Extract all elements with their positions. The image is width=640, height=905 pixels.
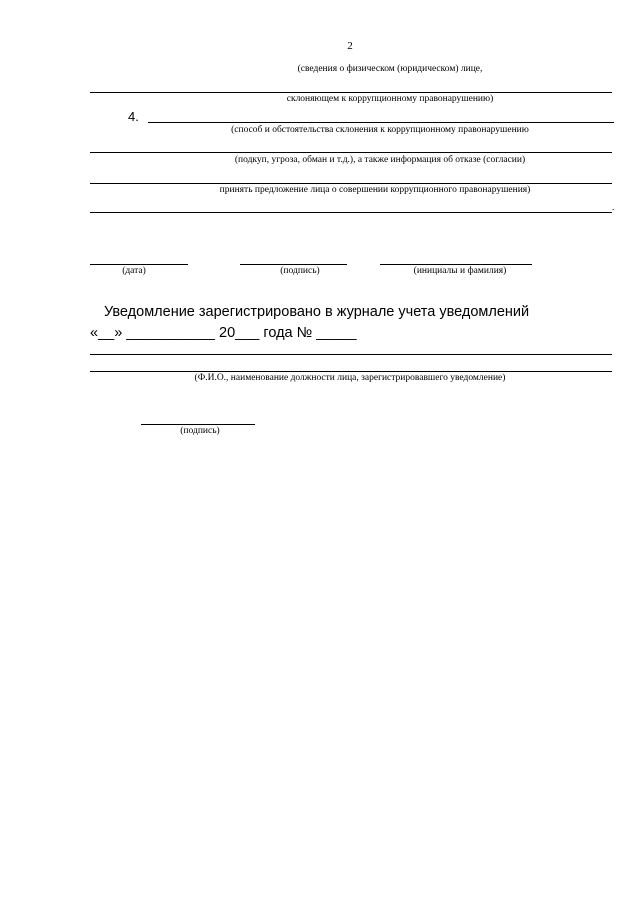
caption-method: (способ и обстоятельства склонения к коррупционному правонарушению xyxy=(231,125,529,135)
item-number: 4. xyxy=(128,109,139,124)
page-number: 2 xyxy=(347,40,353,52)
caption-initials: (инициалы и фамилия) xyxy=(413,266,507,276)
caption-signature: (подпись) xyxy=(280,266,320,276)
caption-inclined: склоняющем к коррупционному правонарушению) xyxy=(286,94,494,104)
caption-final-signature: (подпись) xyxy=(180,426,220,436)
signature-line xyxy=(240,264,347,265)
fill-line-5 xyxy=(90,212,612,213)
caption-date: (дата) xyxy=(122,266,146,276)
fill-line-1 xyxy=(90,92,612,93)
caption-bribery: (подкуп, угроза, обман и т.д.), а также информация об отказе (согласии) xyxy=(234,155,526,165)
caption-person-info: (сведения о физическом (юридическом) лице, xyxy=(297,64,483,74)
fill-line-2 xyxy=(148,122,614,123)
fill-line-7 xyxy=(90,371,612,372)
date-line xyxy=(90,264,188,265)
fill-line-6 xyxy=(90,354,612,355)
caption-accept: принять предложение лица о совершении коррупционного правонарушения) xyxy=(219,185,531,195)
caption-registrar: (Ф.И.О., наименование должности лица, зарегистрировавшего уведомление) xyxy=(194,373,506,383)
final-signature-line xyxy=(141,424,255,425)
end-dot: . xyxy=(612,203,615,213)
registration-line-2: «__» ___________ 20___ года № _____ xyxy=(90,325,357,341)
fill-line-3 xyxy=(90,152,612,153)
fill-line-4 xyxy=(90,183,612,184)
registration-line-1: Уведомление зарегистрировано в журнале учета уведомлений xyxy=(104,304,530,320)
initials-line xyxy=(380,264,532,265)
